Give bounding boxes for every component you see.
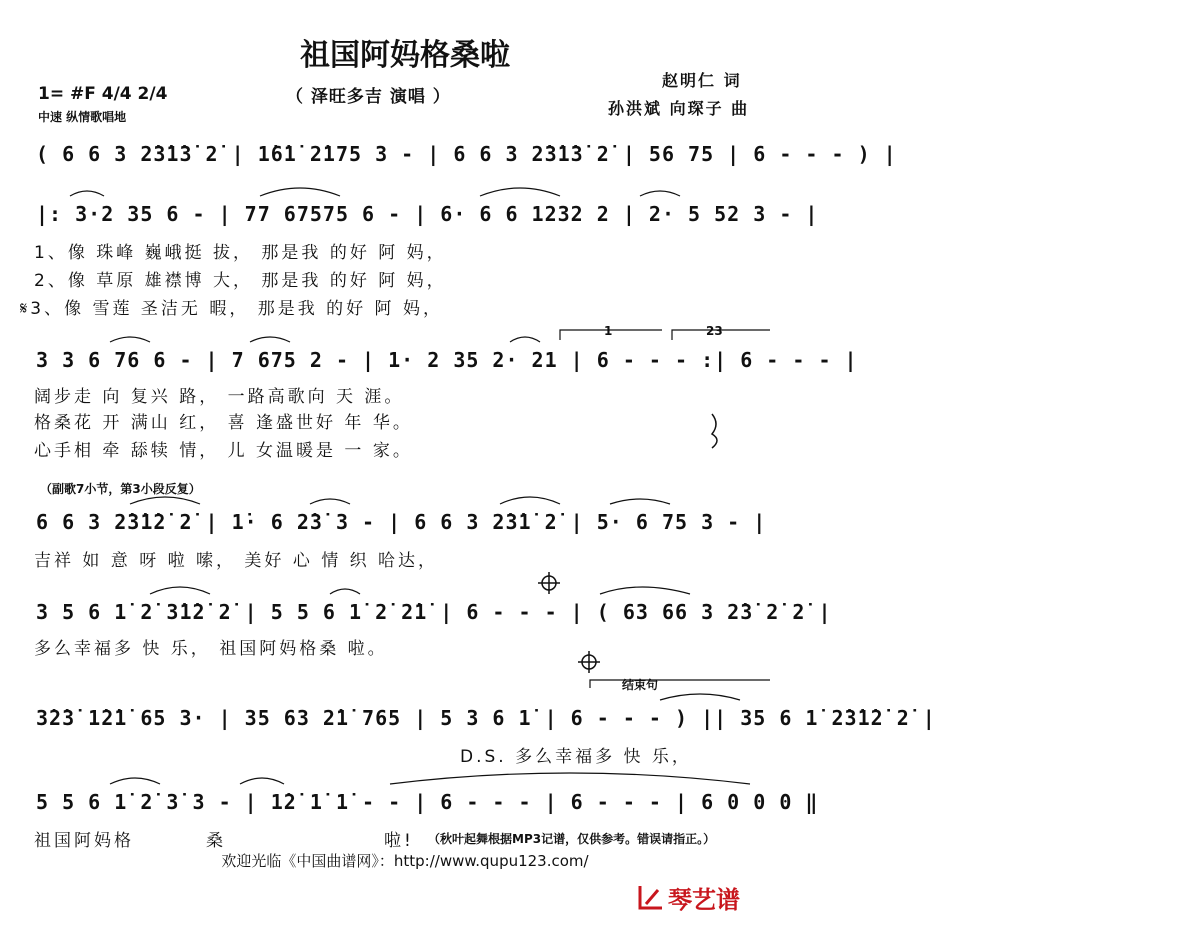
tempo-marking: 中速 纵情歌唱地 <box>38 110 127 124</box>
coda-label: 结束句 <box>622 678 659 692</box>
slur-6 <box>250 337 290 342</box>
chorus-lyric-2: 多么幸福多 快 乐， 祖国阿妈格桑 啦。 <box>34 639 388 659</box>
intro-notes: ( 6 6 3 2̇3̇1̇3̇ 2̇ | 1̇6̇1̇ 2̇175 3 - | 6 6 3 2̇3̇1̇3̇ 2̇ | 56 75 | 6 - - - ) | <box>36 142 897 166</box>
verse-notes-2: 3 3 6 76 6 - | 7 675 2 - | 1· 2 35 2· 21 | 6 - - - :| 6 - - - | <box>36 348 858 372</box>
coda-bracket <box>590 680 770 688</box>
slur-13 <box>330 589 360 594</box>
qinyipu-logo: 琴艺谱 <box>668 886 740 914</box>
disclaimer: （秋叶起舞根据MP3记谱，仅供参考。错误请指正。） <box>428 832 716 846</box>
volta-1-bracket <box>560 330 662 340</box>
slur-17 <box>240 778 284 784</box>
slur-4 <box>640 191 680 196</box>
slur-12 <box>150 587 210 594</box>
verse-notes-1: |: 3·2 35 6 - | 77 67575 6 - | 6· 6 6 1232 2 | 2· 5 52 3 - | <box>36 202 819 226</box>
volta-23-bracket <box>672 330 770 340</box>
verse-lyric-1: 1、像 珠峰 巍峨挺 拔， 那是我 的好 阿 妈， <box>34 243 447 263</box>
song-title: 祖国阿妈格桑啦 <box>300 38 510 73</box>
slur-16 <box>110 778 160 784</box>
slur-15 <box>660 694 740 700</box>
ds-lyric: D.S. 多么幸福多 快 乐， <box>460 747 692 767</box>
slur-3 <box>480 188 560 196</box>
slur-1 <box>70 191 104 196</box>
coda-symbol-2 <box>578 651 600 673</box>
coda-symbol-1 <box>538 572 560 594</box>
chorus-lyric-1: 吉祥 如 意 呀 啦 嗦， 美好 心 情 织 哈达， <box>34 551 439 571</box>
interlude-notes: 3̇2̇3̇ 1̇2̇1̇ 65 3· | 35 63 2̇1̇ 765 | 5 3 6 1̇ | 6 - - - ) || 35 6 1̇ 2̇3̇1̇2̇ 2̇ | <box>36 706 936 730</box>
lyric-brace <box>712 414 717 448</box>
slur-7 <box>510 337 540 342</box>
slur-9 <box>310 499 350 504</box>
slur-18 <box>390 773 750 784</box>
footer-text: 欢迎光临《中国曲谱网》：http://www.qupu123.com/ <box>221 852 589 870</box>
volta-1-label: 1 <box>604 324 613 338</box>
lyricist-credit: 赵明仁 词 <box>662 71 742 90</box>
slur-8 <box>130 497 200 504</box>
singer-credit: （ 泽旺多吉 演唱 ） <box>286 87 451 107</box>
volta-23-label: 23 <box>706 324 723 338</box>
ending-lyric-b: 桑 <box>206 831 226 851</box>
chorus-note: （副歌7小节，第3小段反复） <box>40 482 201 496</box>
verse-lyric-3c: 心手相 牵 舔犊 情， 儿 女温暖是 一 家。 <box>34 441 413 461</box>
verse-lyric-3b: 格桑花 开 满山 红， 喜 逢盛世好 年 华。 <box>34 413 413 433</box>
slur-2 <box>260 188 340 196</box>
verse-lyric-2: 2、像 草原 雄襟博 大， 那是我 的好 阿 妈， <box>34 271 447 291</box>
composer-credit: 孙洪斌 向琛子 曲 <box>608 99 750 118</box>
ending-lyric-c: 啦! <box>384 831 414 851</box>
chorus-notes-2: 3 5 6 1̇ 2̇ 3̇1̇2̇ 2̇ | 5 5 6 1̇ 2̇ 2̇1̇ | 6 - - - | ( 63 66 3 2̇3̇ 2̇ 2̇ | <box>36 600 832 624</box>
ending-notes: 5 5 6 1̇ 2̇ 3̇ 3 - | 1̇2̇ 1̇ 1̇ - - | 6 - - - | 6 - - - | 6 0 0 0 ‖ <box>36 790 819 814</box>
slur-14 <box>600 587 690 594</box>
chorus-notes-1: 6 6 3 2̇3̇1̇2̇ 2̇ | 1̇· 6 2̇3̇ 3 - | 6 6 3 2̇3̇1̇ 2̇ | 5· 6 75 3 - | <box>36 510 767 534</box>
slur-11 <box>610 499 670 504</box>
slur-10 <box>500 497 560 504</box>
verse-lyric-3a: 阔步走 向 复兴 路， 一路高歌向 天 涯。 <box>34 387 405 407</box>
slur-5 <box>110 337 150 342</box>
verse-lyric-3: 𝄋3、像 雪莲 圣洁无 暇， 那是我 的好 阿 妈， <box>20 299 443 319</box>
ending-lyric-a: 祖国阿妈格 <box>34 831 134 851</box>
key-signature: 1= #F 4/4 2/4 <box>38 84 168 104</box>
